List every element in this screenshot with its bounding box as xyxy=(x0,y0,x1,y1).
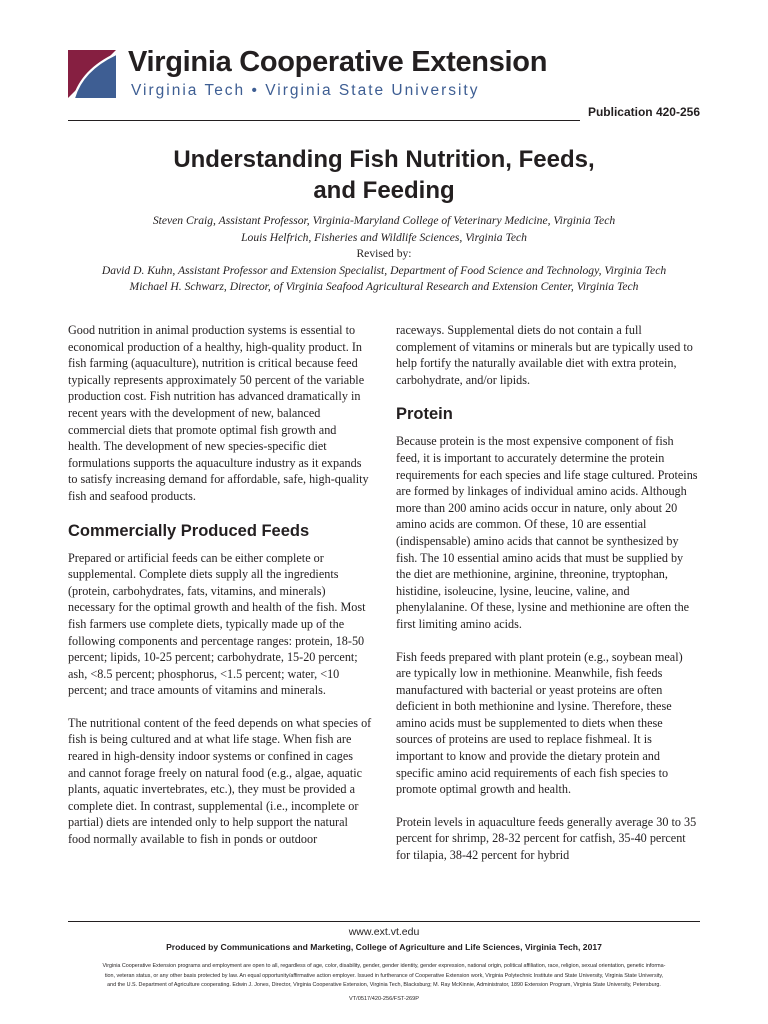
footer-publication-code: VT/0517/420-256/FST-269P xyxy=(349,996,419,1002)
footer-legal-notice xyxy=(68,962,700,991)
protein-paragraph-1: Because protein is the most expensive component of fish feed, it is important to accurately determine the protein requirements for each species and life stage cultured. Proteins are formed by linkages of individual amino acids. Although more than 200 amino acids occur in nature, only about 20 amino acids are common. Of these, 10 are essential (indispensable) amino acids that cannot be synthesized by fish. The 10 essential amino acids that must be supplied by the diet are methionine, arginine, threonine, tryptophan, histidine, isoleucine, lysine, leucine, valine, and phenylalanine. Of these, lysine and methionine are often the first limiting amino acids. xyxy=(396,434,698,631)
page-title xyxy=(0,144,768,206)
title-line-2: and Feeding xyxy=(313,177,455,204)
legal-line-1: Virginia Cooperative Extension programs and employment are open to all, regardless of age, color, disability, gender, gender identity, gender expression, national origin, political affiliation, race, religion, sexual orientation, genetic informa- xyxy=(102,963,666,969)
footer-url-link[interactable]: www.ext.vt.edu xyxy=(348,926,420,938)
footer-produced-by: Produced by Communications and Marketing, College of Agriculture and Life Sciences, Virginia Tech, 2017 xyxy=(166,942,602,952)
protein-paragraph-2: Fish feeds prepared with plant protein (e.g., soybean meal) are typically low in methionine. Meanwhile, fish feeds manufactured with bacterial or yeast proteins are often deficient in both methionine and lysine. Therefore, these amino acids must be supplemented to diets when these sources of proteins are used to replace fishmeal. It is important to know and provide the dietary protein and specific amino acid requirements of each fish species to promote optimal growth and health. xyxy=(396,649,683,797)
intro-paragraph: Good nutrition in animal production systems is essential to economical production of a healthy, high-quality product. In fish farming (aquaculture), nutrition is critical because feed typically represents approximately 50 percent of the variable production cost. Fish nutrition has advanced dramatically in recent years with the development of new, balanced commercial diets that promote optimal fish growth and health. The development of new species-specific diet formulations supports the aquaculture industry as it expands to satisfy increasing demand for affordable, safe, high-quality fish and seafood products. xyxy=(68,323,369,503)
left-column xyxy=(68,322,372,864)
section-heading-feeds: Commercially Produced Feeds xyxy=(68,521,310,540)
section-heading-protein: Protein xyxy=(396,405,453,424)
feeds-paragraph-2: The nutritional content of the feed depends on what species of fish is being cultured and at what life stage. When fish are reared in high-density indoor systems or confined in cages and cannot forage freely on natural food (e.g., algae, aquatic plants, aquatic invertebrates, etc.), they must be provided a complete diet. In contrast, supplemental (i.e., incomplete or partial) diets are intended only to help support the natural food normally available to fish in ponds or outdoor xyxy=(68,715,372,847)
footer-divider xyxy=(68,921,700,922)
legal-line-2: tion, veteran status, or any other basis protected by law. An equal opportunity/affirmative action employer. Issued in furtherance of Cooperative Extension work, Virginia Polytechnic Institute and State University, Virginia State University, xyxy=(104,972,664,979)
feeds-paragraph-2-continued: raceways. Supplemental diets do not contain a full complement of vitamins or minerals but are typically used to help fortify the naturally available diet with extra protein, carbohydrate, and/or lipids. xyxy=(396,323,693,387)
author-1: Steven Craig, Assistant Professor, Virginia-Maryland College of Veterinary Medicine, Virginia Tech xyxy=(152,214,616,227)
right-column xyxy=(396,322,700,880)
org-subtitle: Virginia Tech • Virginia State University xyxy=(131,82,480,99)
feeds-paragraph-1: Prepared or artificial feeds can be either complete or supplemental. Complete diets supply all the ingredients (protein, carbohydrates, fats, vitamins, and minerals) necessary for the optimal growth and health of the fish. Most fish farmers use complete diets, typically made up of the following components and percentage ranges: protein, 18-50 percent; lipids, 10-25 percent; carbohydrate, 15-20 percent; ash, <8.5 percent; phosphorus, <1.5 percent; water, <10 percent; and trace amounts of vitamins and minerals. xyxy=(68,550,366,698)
credits xyxy=(0,213,768,296)
reviser-1: David D. Kuhn, Assistant Professor and Extension Specialist, Department of Food Science and Technology, Virginia Tech xyxy=(101,263,667,277)
protein-paragraph-3: Protein levels in aquaculture feeds generally average 30 to 35 percent for shrimp, 28-32 percent for catfish, 35-40 percent for tilapia, 38-42 percent for hybrid xyxy=(396,814,697,863)
revised-by-label: Revised by: xyxy=(356,247,412,260)
legal-line-3: and the U.S. Department of Agriculture cooperating. Edwin J. Jones, Director, Virginia Cooperative Extension, Virginia Tech, Blacksburg; M. Ray McKinnie, Administrator, 1890 Extension Program, Virginia State University, Petersburg. xyxy=(107,982,661,988)
title-line-1: Understanding Fish Nutrition, Feeds, xyxy=(173,146,595,173)
vce-logo-icon xyxy=(68,50,116,98)
author-2: Louis Helfrich, Fisheries and Wildlife Sciences, Virginia Tech xyxy=(241,230,527,244)
header-divider xyxy=(68,120,580,121)
publication-number: Publication 420-256 xyxy=(587,105,700,119)
org-name: Virginia Cooperative Extension xyxy=(128,46,548,78)
reviser-2: Michael H. Schwarz, Director, of Virginia Seafood Agricultural Research and Extension Center, Virginia Tech xyxy=(129,280,639,293)
